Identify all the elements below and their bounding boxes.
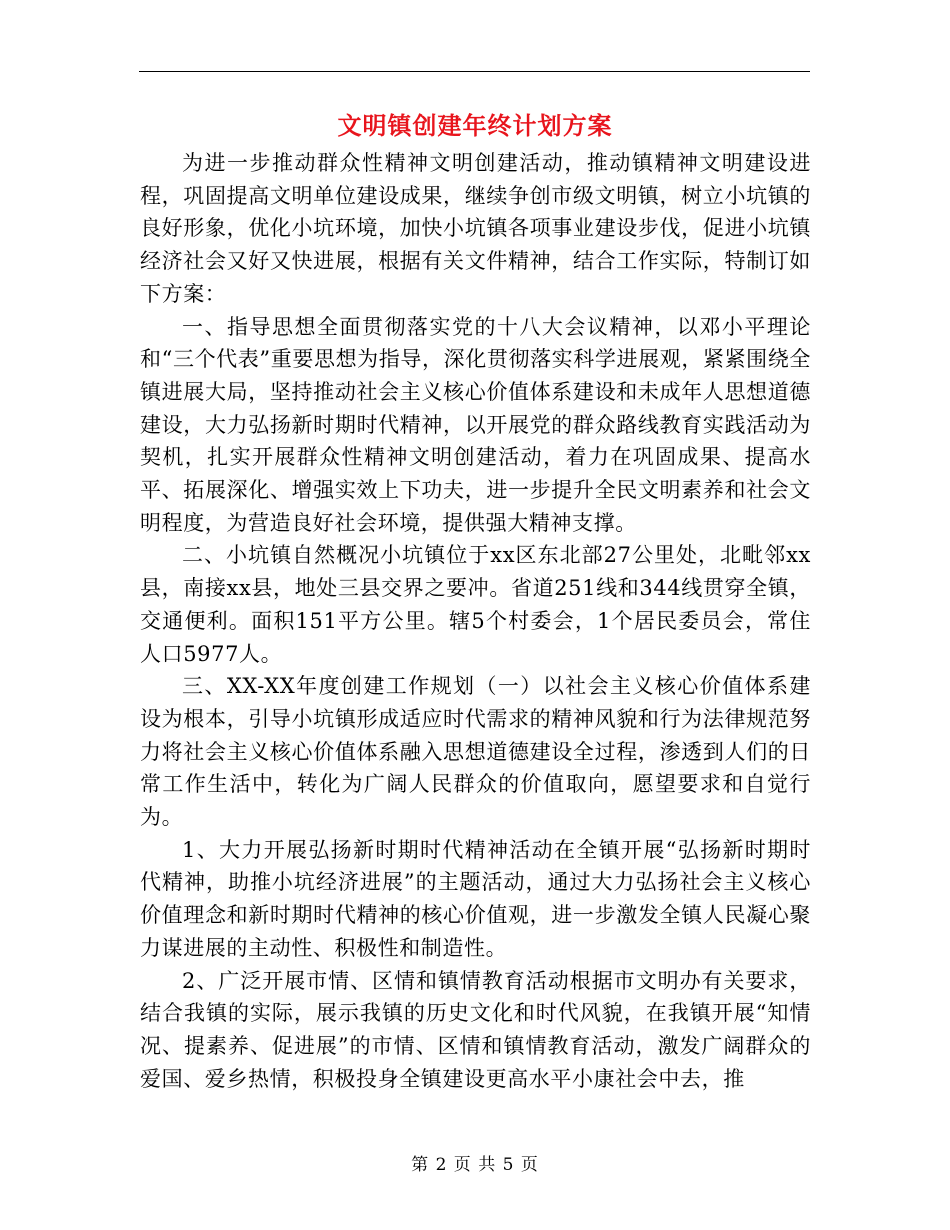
- paragraph-guiding-ideology: 一、指导思想全面贯彻落实党的十八大会议精神，以邓小平理论和“三个代表”重要思想为指导，深化贯彻落实科学进展观，紧紧围绕全镇进展大局，坚持推动社会主义核心价值体系建设和未成年人思想道德建设，大力弘扬新时期时代精神，以开展党的群众路线教育实践活动为契机，扎实开展群众性精神文明创建活动，着力在巩固成果、提高水平、拓展深化、增强实效上下功夫，进一步提升全民文明素养和社会文明程度，为营造良好社会环境，提供强大精神支撑。: [140, 314, 811, 535]
- paragraph-annual-plan: 三、XX-XX年度创建工作规划（一）以社会主义核心价值体系建设为根本，引导小坑镇形成适应时代需求的精神风貌和行为法律规范努力将社会主义核心价值体系融入思想道德建设全过程，渗透到人们的日常工作生活中，转化为广阔人民群众的价值取向，愿望要求和自觉行为。: [140, 674, 811, 830]
- page-footer: 第 2 页 共 5 页: [411, 1155, 539, 1175]
- paragraph-item-2: 2、广泛开展市情、区情和镇情教育活动根据市文明办有关要求，结合我镇的实际，展示我镇的历史文化和时代风貌，在我镇开展“知情况、提素养、促进展”的市情、区情和镇情教育活动，激发广阔群众的爱国、爱乡热情，积极投身全镇建设更高水平小康社会中去，推: [140, 968, 811, 1091]
- header-rule: [139, 71, 810, 72]
- paragraph-town-overview: 二、小坑镇自然概况小坑镇位于xx区东北部27公里处，北毗邻xx县，南接xx县，地处三县交界之要冲。省道251线和344线贯穿全镇，交通便利。面积151平方公里。辖5个村委会，1个居民委员会，常住人口5977人。: [140, 543, 811, 666]
- paragraph-item-1: 1、大力开展弘扬新时期时代精神活动在全镇开展“弘扬新时期时代精神，助推小坑经济进展”的主题活动，通过大力弘扬社会主义核心价值理念和新时期时代精神的核心价值观，进一步激发全镇人民凝心聚力谋进展的主动性、积极性和制造性。: [140, 837, 811, 960]
- paragraph-intro: 为进一步推动群众性精神文明创建活动，推动镇精神文明建设进程，巩固提高文明单位建设成果，继续争创市级文明镇，树立小坑镇的良好形象，优化小坑环境，加快小坑镇各项事业建设步伐，促进小坑镇经济社会又好又快进展，根据有关文件精神，结合工作实际，特制订如下方案：: [140, 151, 811, 306]
- document-title: 文明镇创建年终计划方案: [337, 111, 613, 140]
- document-body: [140, 147, 811, 1095]
